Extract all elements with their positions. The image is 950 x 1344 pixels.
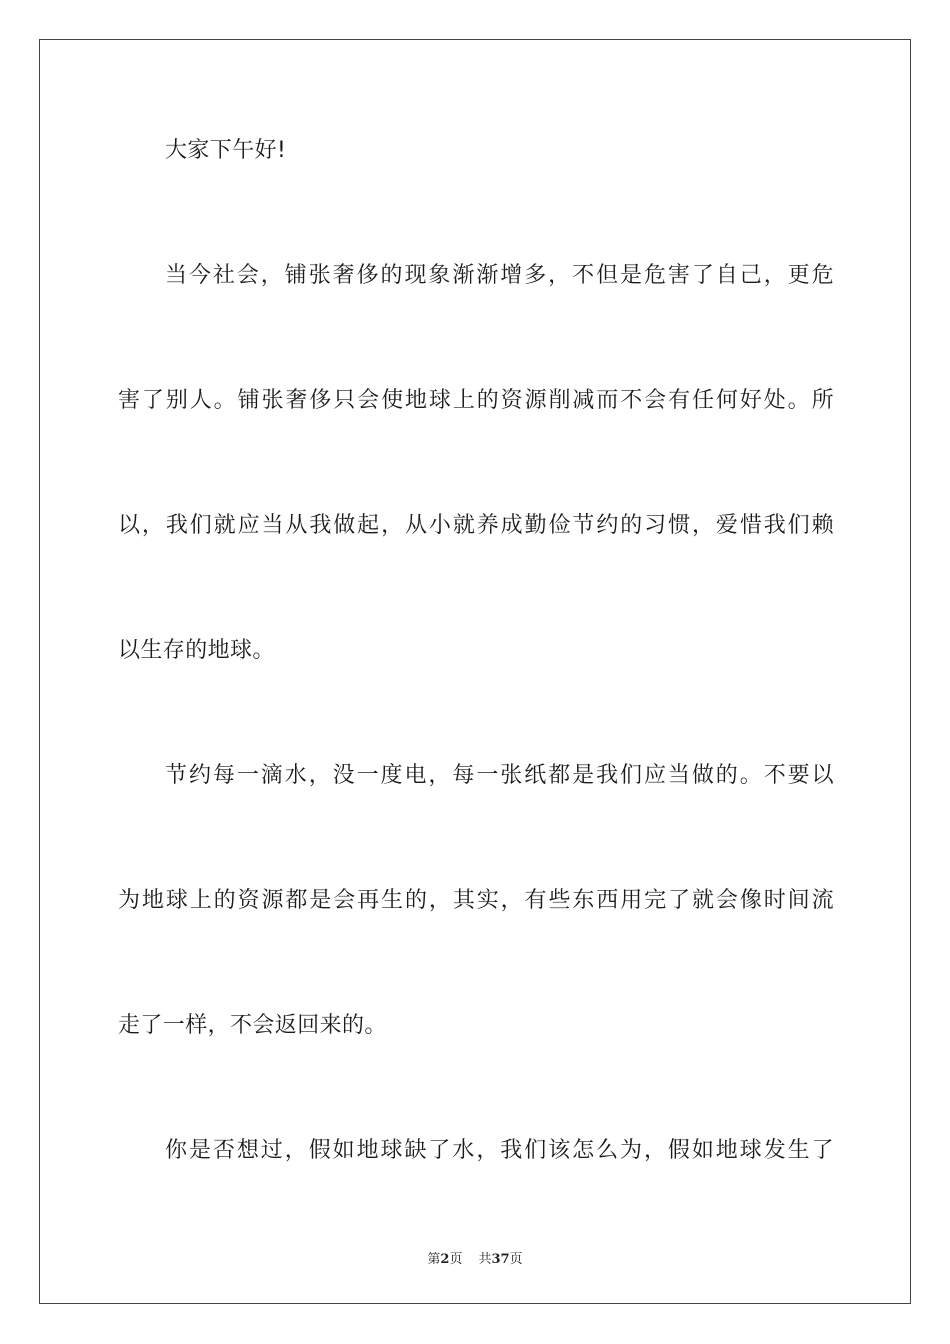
- paragraph-1-line-4: 以生存的地球。: [118, 638, 275, 663]
- paragraph-2-line-3: 走了一样，不会返回来的。: [118, 1013, 387, 1038]
- total-pages: 37: [491, 1252, 510, 1267]
- paragraph-1-line-3: 以，我们就应当从我做起，从小就养成勤俭节约的习惯，爱惜我们赖: [118, 513, 834, 538]
- page-frame: [39, 39, 911, 1304]
- paragraph-2-line-1: 节约每一滴水，没一度电，每一张纸都是我们应当做的。不要以: [165, 763, 834, 788]
- paragraph-1-line-2: 害了别人。铺张奢侈只会使地球上的资源削减而不会有任何好处。所: [118, 388, 834, 413]
- total-prefix: 共: [478, 1252, 492, 1267]
- paragraph-1-line-1: 当今社会，铺张奢侈的现象渐渐增多，不但是危害了自己，更危: [165, 263, 834, 288]
- total-suffix: 页: [509, 1252, 523, 1267]
- page-number: 2: [440, 1252, 450, 1267]
- greeting-line: 大家下午好!: [165, 138, 287, 163]
- paragraph-2-line-2: 为地球上的资源都是会再生的，其实，有些东西用完了就会像时间流: [118, 888, 834, 913]
- page-prefix: 第: [427, 1252, 441, 1267]
- page-footer: [0, 1248, 950, 1267]
- paragraph-3-line-1: 你是否想过，假如地球缺了水，我们该怎么为，假如地球发生了: [165, 1138, 834, 1163]
- page-suffix: 页: [449, 1252, 463, 1267]
